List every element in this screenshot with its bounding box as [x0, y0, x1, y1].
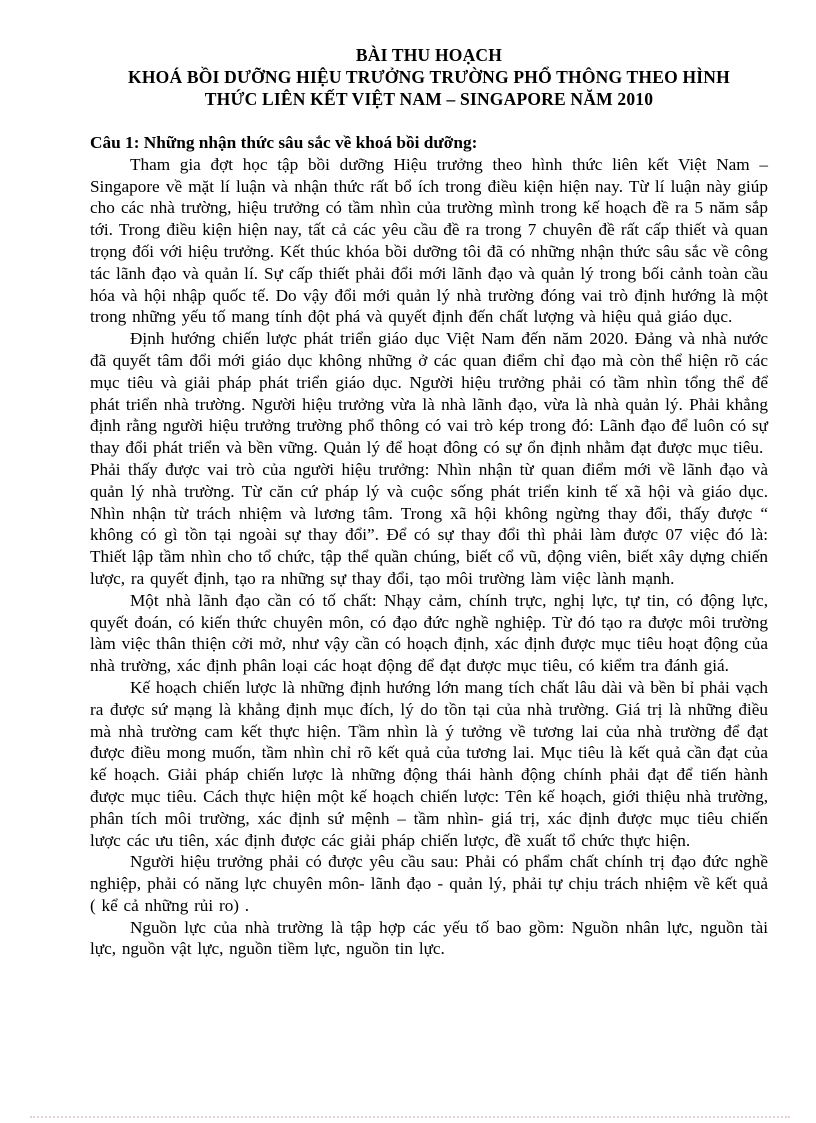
page-break-divider	[30, 1116, 790, 1118]
document-title-line-1: BÀI THU HOẠCH	[355, 45, 503, 65]
paragraph-2: Định hướng chiến lược phát triển giáo dục Việt Nam đến năm 2020. Đảng và nhà nước đã quyết tâm đổi mới giáo dục không những ở các quan điểm chỉ đạo mà còn thể hiện rõ các mục tiêu và giải pháp phát triển giáo dục. Người hiệu trưởng phải có tầm nhìn tổng thể để phát triển nhà trường. Người hiệu trưởng vừa là nhà lãnh đạo, vừa là nhà quản lý. Phải khẳng định rằng người hiệu trưởng trường phổ thông có vai trò kép trong đó: Lãnh đạo để luôn có sự thay đổi phát triển và bền vững. Quản lý để hoạt đông có sự ổn định nhằm đạt được mục tiêu.	[90, 329, 768, 458]
question-heading: Câu 1: Những nhận thức sâu sắc về khoá bồi dưỡng:	[90, 133, 478, 152]
document-title-line-3: THỨC LIÊN KẾT VIỆT NAM – SINGAPORE NĂM 2010	[204, 89, 654, 109]
paragraph-1: Tham gia đợt học tập bồi dưỡng Hiệu trưởng theo hình thức liên kết Việt Nam – Singapore về mặt lí luận và nhận thức rất bổ ích trong điều kiện hiện nay. Từ lí luận này giúp cho các nhà trường, hiệu trưởng có tầm nhìn của trường mình trong kế hoạch đề ra 5 năm sắp tới. Trong điều kiện hiện nay, tất cả các yêu cầu đề ra trong 7 chuyên đề rất cấp thiết và quan trọng đối với hiệu trưởng. Kết thúc khóa bồi dưỡng tôi đã có những nhận thức sâu sắc về công tác lãnh đạo và quản lí. Sự cấp thiết phải đổi mới lãnh đạo và quản lý trong bối cảnh toàn cầu hóa và hội nhập quốc tế. Do vậy đổi mới quản lý nhà trường đóng vai trò định hướng là một trong những yếu tố mang tính đột phá và quyết định đến chất lượng và hiệu quả giáo dục.	[90, 154, 768, 327]
paragraph-6: Người hiệu trưởng phải có được yêu cầu sau: Phải có phẩm chất chính trị đạo đức nghề nghiệp, phải có năng lực chuyên môn- lãnh đạo - quản lý, phải tự chịu trách nhiệm về kết quả ( kể cả những rủi ro) .	[90, 852, 768, 915]
paragraph-5: Kế hoạch chiến lược là những định hướng lớn mang tích chất lâu dài và bền bỉ phải vạch ra được sứ mạng là khẳng định mục đích, lý do tồn tại của nhà trường. Giá trị là những điều mà nhà trường cam kết thực hiện. Tầm nhìn là ý tưởng về tương lai của nhà trường để đạt được điều mong muốn, tầm nhìn chỉ rõ kết quả của tương lai. Mục tiêu là kết quả cần đạt của kế hoạch. Giải pháp chiến lược là những động thái hành động chính phải đạt để tiến hành được mục tiêu. Cách thực hiện một kế hoạch chiến lược: Tên kế hoạch, giới thiệu nhà trường, phân tích môi trường, xác định sứ mệnh – tầm nhìn- giá trị, xác định được mục tiêu chiến lược các ưu tiên, xác định được các giải pháp chiến lược, đề xuất tổ chức thực hiện.	[90, 677, 768, 850]
paragraph-4: Một nhà lãnh đạo cần có tố chất: Nhạy cảm, chính trực, nghị lực, tự tin, có động lực, quyết đoán, có kiến thức chuyên môn, có đạo đức nghề nghiệp. Từ đó tạo ra được môi trường làm việc thân thiện cởi mở, như vậy cần có hoạch định, xác định được mục tiêu hoạt động của nhà trường, xác định phân loại các hoạt động để đạt được mục tiêu, có kiểm tra đánh giá.	[90, 590, 768, 676]
document-title	[90, 44, 768, 110]
paragraph-3: Phải thấy được vai trò của người hiệu trưởng: Nhìn nhận từ quan điểm mới về lãnh đạo và quản lý nhà trường. Từ căn cứ pháp lý và cuộc sống phát triển kinh tế xã hội và giáo dục. Nhìn nhận từ trách nhiệm và lương tâm. Trong xã hội không ngừng thay đổi, thấy được “ không có gì tồn tại ngoài sự thay đổi”. Để có sự thay đổi thì phải làm được 07 việc đó là: Thiết lập tầm nhìn cho tổ chức, tập thể quần chúng, biết cổ vũ, động viên, biết xây dựng chiến lược, ra quyết định, tạo ra những sự thay đổi, tạo môi trường làm việc lành mạnh.	[90, 459, 768, 588]
document-title-line-2: KHOÁ BỒI DƯỠNG HIỆU TRƯỞNG TRƯỜNG PHỔ THÔNG THEO HÌNH	[128, 67, 730, 87]
paragraph-7: Nguồn lực của nhà trường là tập hợp các yếu tố bao gồm: Nguồn nhân lực, nguồn tài lực, nguồn vật lực, nguồn tiềm lực, nguồn tin lực.	[90, 917, 768, 959]
